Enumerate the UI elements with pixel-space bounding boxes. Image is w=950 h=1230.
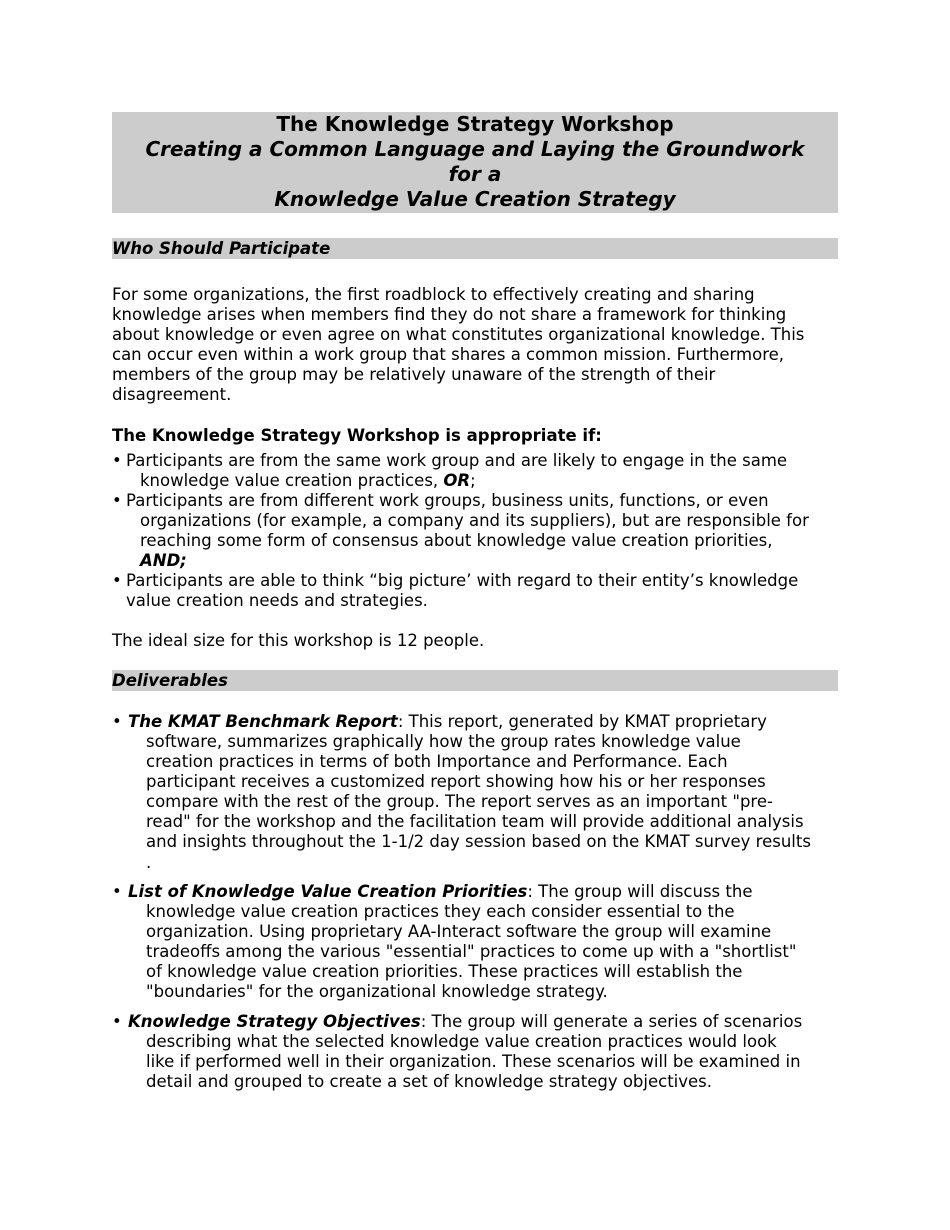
- appropriate-heading: The Knowledge Strategy Workshop is appropriate if:: [112, 426, 602, 445]
- bullet-line: Participants are able to think “big picture’ with regard to their entity’s knowledge: [126, 571, 799, 590]
- workshop-title: The Knowledge Strategy Workshop: [276, 112, 674, 136]
- participant-bullet: [112, 491, 852, 573]
- deliverable-description: software, summarizes graphically how the group rates knowledge value creation practices in terms of both Importance and Performance. Each participant receives a customized report showing how his or her responses compare with the rest of the group. The report serves as an important "pre- read" for the workshop and the facilitation team will provide additional analysis and insights throughout the 1-1/2 day session based on the KMAT survey results .: [146, 732, 811, 872]
- bullet-marker: •: [112, 712, 122, 731]
- ideal-size-text: The ideal size for this workshop is 12 people.: [112, 631, 485, 650]
- workshop-subtitle-line-1: Creating a Common Language and Laying the Groundwork: [145, 137, 805, 161]
- bullet-continuation: knowledge value creation practices, OR;: [140, 471, 476, 490]
- deliverable-item: [112, 1012, 852, 1094]
- deliverable-description: describing what the selected knowledge value creation practices would look like if performed well in their organization. These scenarios will be examined in detail and grouped to create a set of knowledge strategy objectives.: [146, 1032, 801, 1092]
- intro-paragraph: For some organizations, the first roadblock to effectively creating and sharing knowledge arises when members find they do not share a framework for thinking about knowledge or even agree on what constitutes organizational knowledge. This can occur even within a work group that shares a common mission. Furthermore, members of the group may be relatively unaware of the strength of their disagreement.: [112, 285, 805, 405]
- title-block: [112, 112, 838, 213]
- bullet-marker: •: [112, 491, 122, 510]
- emphasis-and: AND;: [140, 551, 187, 570]
- deliverable-title: Knowledge Strategy Objectives: [128, 1012, 421, 1031]
- section-heading-who: Who Should Participate: [112, 238, 838, 259]
- section-heading-deliverables: Deliverables: [112, 670, 838, 691]
- participant-bullet: [112, 451, 852, 493]
- deliverable-title: List of Knowledge Value Creation Priorities: [128, 882, 528, 901]
- bullet-continuation: value creation needs and strategies.: [126, 591, 428, 610]
- bullet-line: Participants are from the same work group and are likely to engage in the same: [126, 451, 788, 470]
- workshop-subtitle-line-3: Knowledge Value Creation Strategy: [274, 187, 676, 211]
- deliverable-line: The KMAT Benchmark Report: This report, generated by KMAT proprietary: [128, 712, 767, 731]
- deliverable-title: The KMAT Benchmark Report: [128, 712, 398, 731]
- bullet-line: Participants are from different work groups, business units, functions, or even: [126, 491, 769, 510]
- bullet-marker: •: [112, 1012, 122, 1031]
- deliverable-description: knowledge value creation practices they each consider essential to the organization. Using proprietary AA-Interact software the group will examine tradeoffs among the various "essential" practices to come up with a "shortlist" of knowledge value creation priorities. These practices will establish the "boundaries" for the organizational knowledge strategy.: [146, 902, 797, 1002]
- bullet-marker: •: [112, 882, 122, 901]
- participant-bullet: [112, 571, 852, 613]
- workshop-subtitle-line-2: for a: [448, 162, 502, 186]
- deliverable-item: [112, 712, 852, 874]
- deliverable-item: [112, 882, 852, 1004]
- deliverable-line: List of Knowledge Value Creation Priorities: The group will discuss the: [128, 882, 753, 901]
- bullet-marker: •: [112, 451, 122, 470]
- emphasis-or: OR: [443, 471, 471, 490]
- bullet-continuation: organizations (for example, a company and its suppliers), but are responsible for reaching some form of consensus about knowledge value creation priorities,: [140, 511, 809, 551]
- bullet-marker: •: [112, 571, 122, 590]
- deliverable-line: Knowledge Strategy Objectives: The group will generate a series of scenarios: [128, 1012, 803, 1031]
